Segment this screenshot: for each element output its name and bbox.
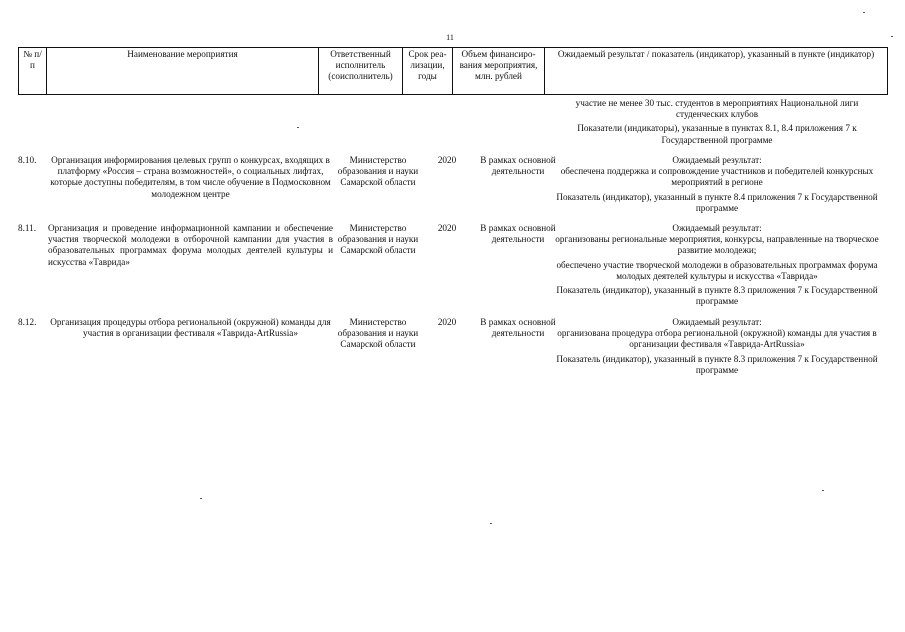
row-number: 8.11. xyxy=(18,223,37,233)
header-finance: Объем финансиро-вания мероприятия, млн. рублей xyxy=(453,48,545,95)
result-text: организованы региональные мероприятия, конкурсы, направленные на творческое развитие молодежи; xyxy=(555,234,879,256)
result-heading: Ожидаемый результат: xyxy=(672,223,762,233)
page-number: 11 xyxy=(446,33,454,42)
row-number: 8.12. xyxy=(18,317,37,327)
header-term: Срок реа-лизации, годы xyxy=(403,48,453,95)
scan-speck xyxy=(822,490,824,491)
scan-speck xyxy=(891,36,893,37)
result-text: организована процедура отбора региональной (окружной) команды для участия в организации фестиваля «Таврида-ArtRussia» xyxy=(557,328,877,350)
financing: В рамках основной деятельности xyxy=(480,317,556,339)
header-result: Ожидаемый результат / показатель (индикатор), указанный в пункте (индикатор) xyxy=(545,48,888,95)
implementation-year: 2020 xyxy=(437,223,457,233)
scan-speck xyxy=(490,523,492,524)
event-name: Организация информирования целевых групп о конкурсах, входящих в платформу «Россия – страна возможностей», о социальных лифтах, которые доступны победителям, в том числе обучение в Подмосковном молодежном центре xyxy=(50,155,331,199)
responsible-executor: Министерство образования и науки Самарской области xyxy=(337,223,419,256)
result-heading: Ожидаемый результат: xyxy=(672,317,762,327)
indicator-text: Показатель (индикатор), указанный в пункте 8.3 приложения 7 к Государственной программе xyxy=(556,353,878,375)
scan-speck xyxy=(200,498,202,499)
result-cell xyxy=(550,155,884,217)
result-cell xyxy=(550,98,884,149)
table-header xyxy=(18,47,888,95)
row-number: 8.10. xyxy=(18,155,37,165)
header-name: Наименование мероприятия xyxy=(47,48,319,95)
result-cell xyxy=(550,223,884,310)
event-name: Организация процедуры отбора региональной (окружной) команды для участия в организации фестиваля «Таврида-ArtRussia» xyxy=(50,317,331,339)
event-name: Организация и проведение информационной кампании и обеспечение участия творческой молодежи в отборочной кампании для участия в образовательных программах форума молодых деятелей культуры и искусства «Таврида» xyxy=(48,223,333,267)
responsible-executor: Министерство образования и науки Самарской области xyxy=(337,155,419,188)
financing: В рамках основной деятельности xyxy=(480,223,556,245)
indicator-text: Показатель (индикатор), указанный в пункте 8.4 приложения 7 к Государственной программе xyxy=(556,191,878,213)
financing: В рамках основной деятельности xyxy=(480,155,556,177)
result-heading: Ожидаемый результат: xyxy=(672,155,762,165)
result-text: участие не менее 30 тыс. студентов в мероприятиях Национальной лиги студенческих клубов xyxy=(575,98,859,120)
implementation-year: 2020 xyxy=(437,155,457,165)
result-text: обеспечено участие творческой молодежи в образовательных программах форума молодых деятелей культуры и искусства «Таврида» xyxy=(556,259,878,281)
indicator-text: Показатели (индикаторы), указанные в пунктах 8.1, 8.4 приложения 7 к Государственной программе xyxy=(577,123,857,145)
result-cell xyxy=(550,317,884,379)
result-text: обеспечена поддержка и сопровождение участников и победителей конкурсных мероприятий в регионе xyxy=(560,166,874,188)
implementation-year: 2020 xyxy=(437,317,457,327)
scan-speck xyxy=(297,127,299,128)
header-responsible: Ответственный исполнитель (соисполнитель) xyxy=(319,48,403,95)
scan-speck xyxy=(863,12,865,13)
indicator-text: Показатель (индикатор), указанный в пункте 8.3 приложения 7 к Государственной программе xyxy=(556,285,878,307)
responsible-executor: Министерство образования и науки Самарской области xyxy=(337,317,419,350)
header-num: № п/п xyxy=(19,48,47,95)
